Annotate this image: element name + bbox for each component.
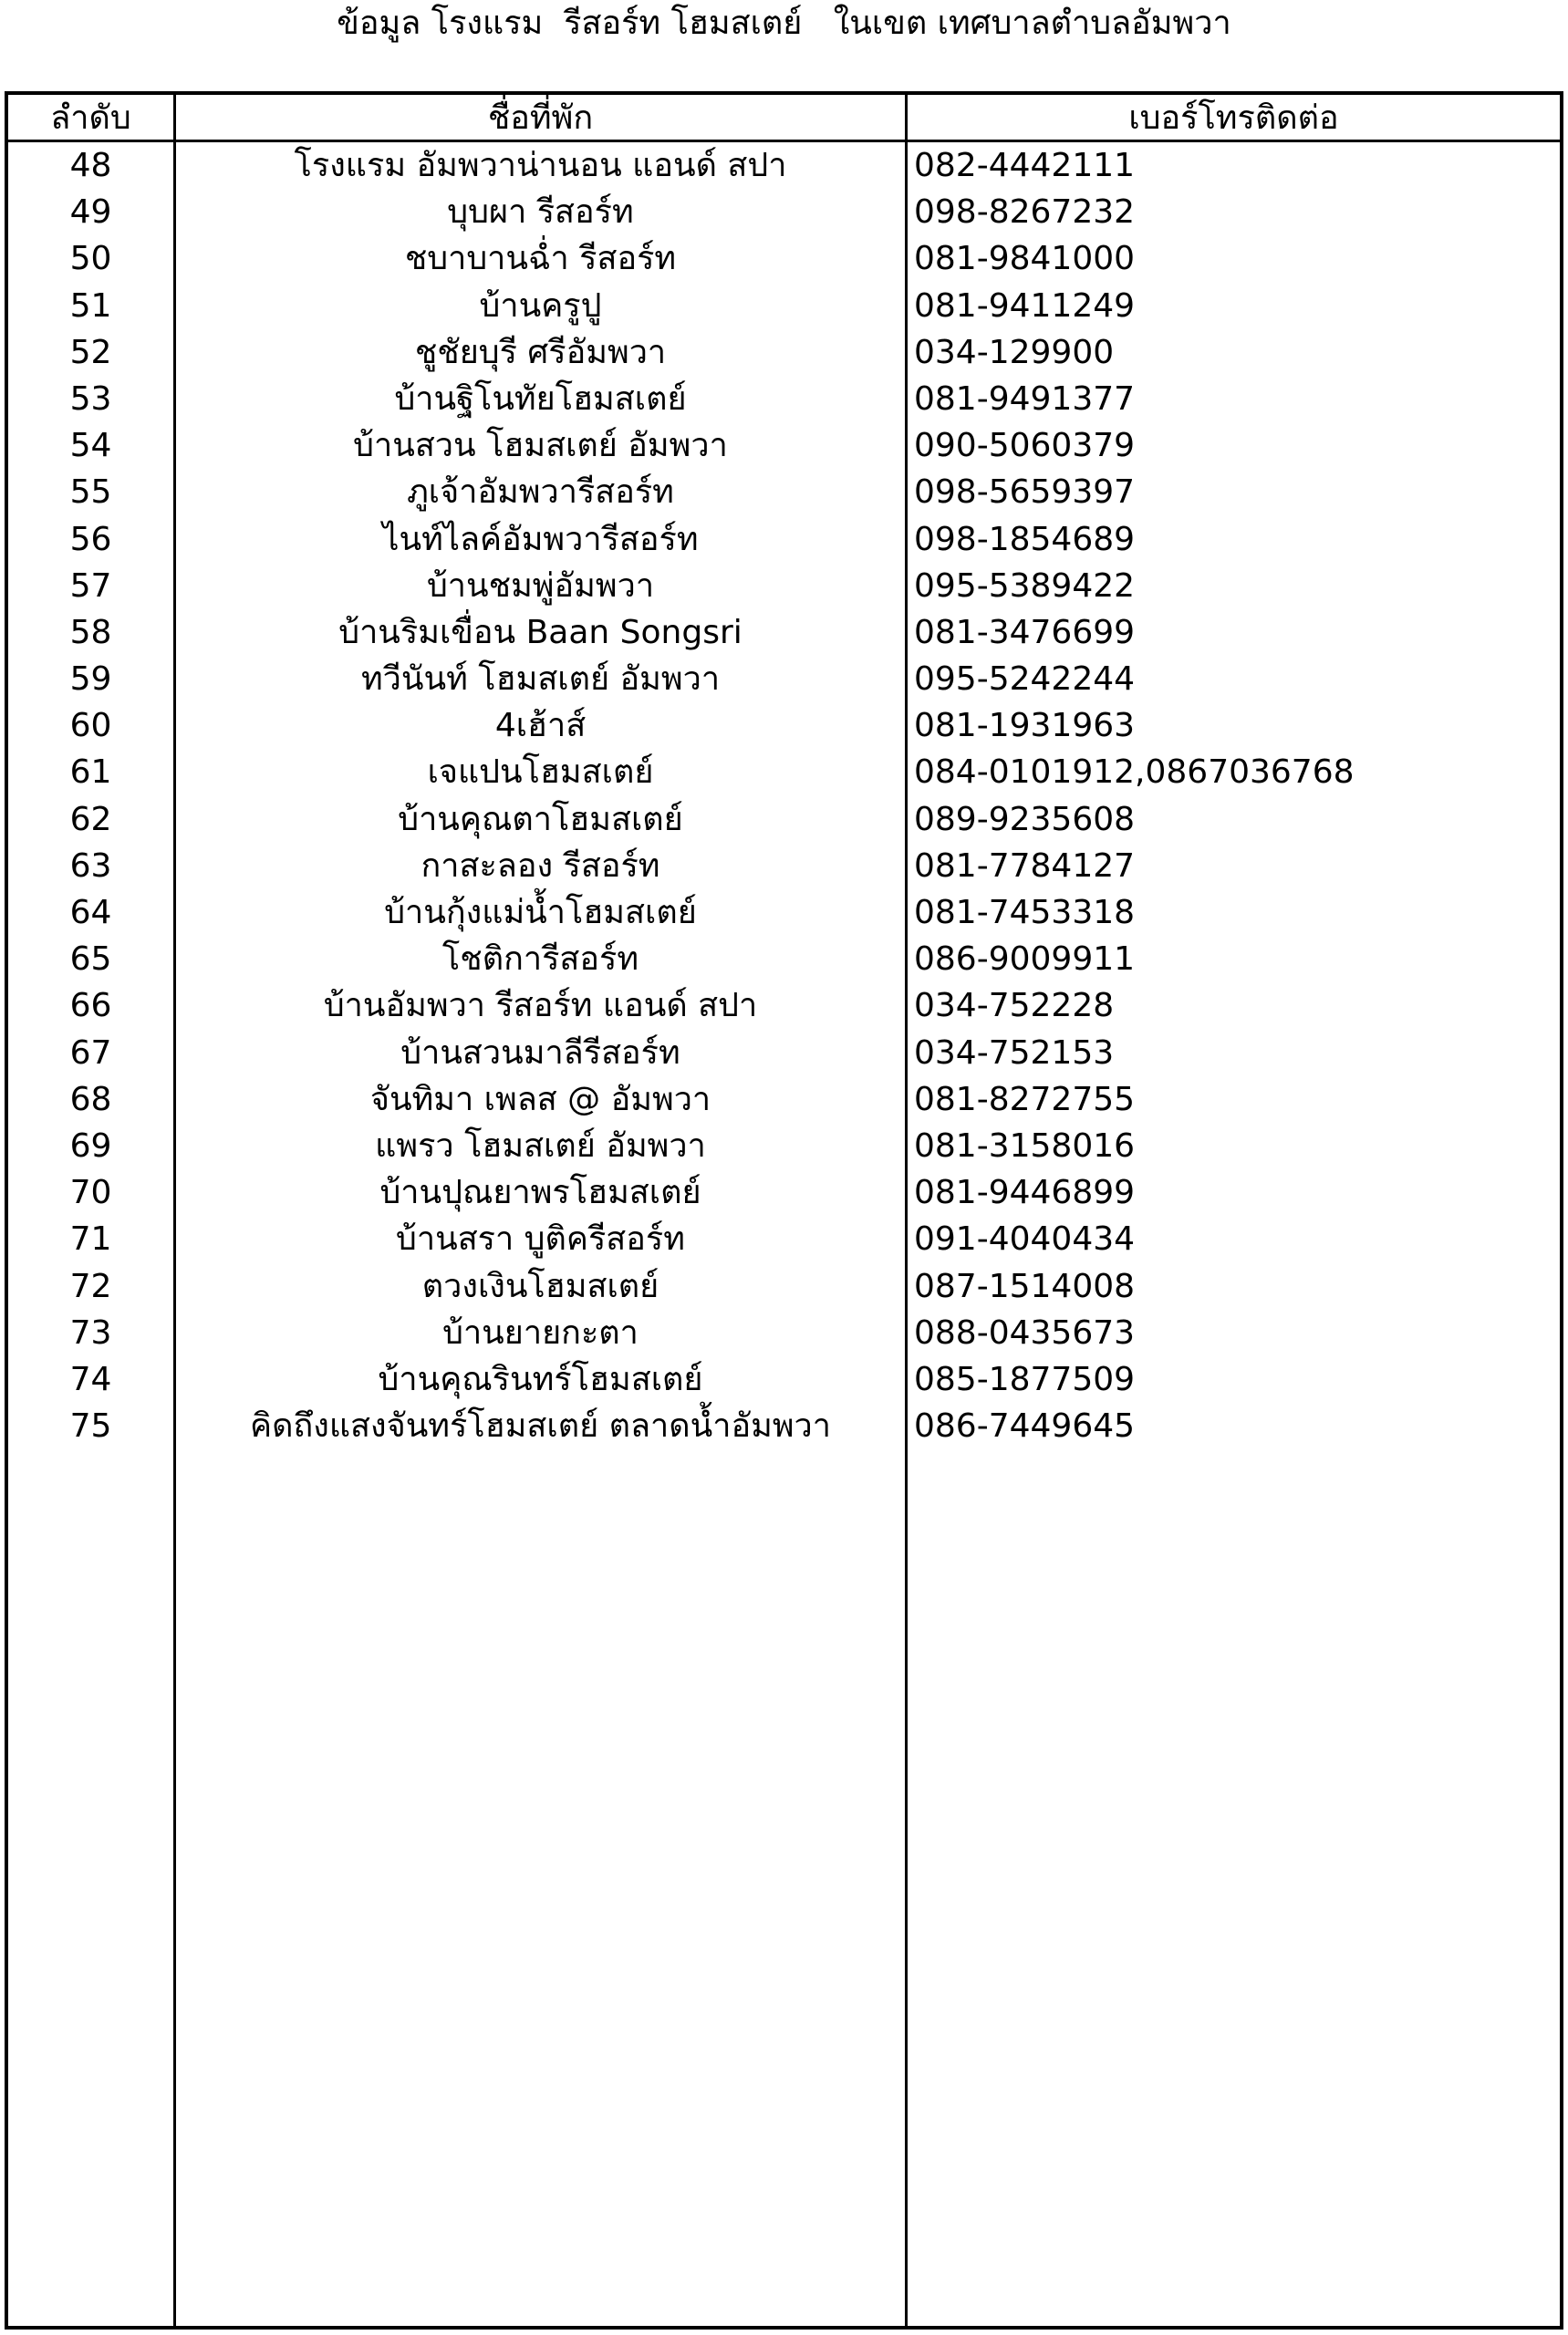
table-row [8, 1356, 1560, 1403]
table-row [8, 563, 1560, 609]
row-accommodation-name: โรงแรม อัมพวาน่านอน แอนด์ สปา [294, 147, 787, 184]
row-accommodation-name: คิดถึงแสงจันทร์โฮมสเตย์ ตลาดน้ำอัมพวา [250, 1407, 831, 1446]
row-accommodation-name: บ้านครูปู [479, 286, 602, 325]
row-order-number: 75 [69, 1407, 112, 1446]
row-phone-number: 081-3158016 [914, 1126, 1136, 1165]
row-accommodation-name: กาสะลอง รีสอร์ท [421, 846, 660, 885]
row-order-number: 55 [69, 473, 112, 512]
page-title: ข้อมูล โรงแรม รีสอร์ท โฮมสเตย์ ในเขต เทศบาลตำบลอัมพวา [337, 5, 1231, 42]
row-order-number: 65 [69, 940, 112, 979]
table-row [8, 469, 1560, 515]
row-order-number: 69 [69, 1126, 112, 1165]
row-order-number: 64 [69, 894, 112, 931]
row-accommodation-name: ชูชัยบุรี ศรีอัมพวา [414, 333, 667, 371]
table-row [8, 609, 1560, 656]
row-phone-number: 098-8267232 [914, 193, 1136, 232]
row-accommodation-name: บ้านริมเขื่อน Baan Songsri [338, 613, 742, 651]
row-phone-number: 081-9411249 [914, 286, 1136, 325]
table-row [8, 1169, 1560, 1216]
row-phone-number: 088-0435673 [914, 1313, 1136, 1352]
header-phone: เบอร์โทรติดต่อ [1128, 99, 1339, 137]
row-phone-number: 090-5060379 [914, 427, 1136, 465]
row-order-number: 57 [69, 566, 112, 605]
row-phone-number: 081-9491377 [914, 379, 1136, 418]
table-row [8, 889, 1560, 936]
row-phone-number: 095-5389422 [914, 566, 1136, 605]
row-accommodation-name: 4เฮ้าส์ [494, 707, 587, 745]
row-accommodation-name: บ้านปุณยาพรโฮมสเตย์ [379, 1174, 701, 1212]
row-phone-number: 034-129900 [914, 333, 1115, 371]
row-accommodation-name: ทวีนันท์ โฮมสเตย์ อัมพวา [360, 660, 721, 699]
row-accommodation-name: บ้านคุณตาโฮมสเตย์ [398, 800, 683, 838]
row-order-number: 61 [69, 753, 112, 792]
header-accommodation-name: ชื่อที่พัก [487, 99, 594, 137]
table-row [8, 656, 1560, 702]
row-order-number: 53 [69, 379, 112, 418]
table-row [8, 422, 1560, 469]
table-row [8, 1310, 1560, 1356]
row-order-number: 59 [69, 660, 112, 699]
table-row [8, 1216, 1560, 1262]
table-row [8, 516, 1560, 563]
row-accommodation-name: จันทิมา เพลส @ อัมพวา [369, 1080, 711, 1118]
row-phone-number: 086-9009911 [914, 940, 1136, 979]
row-order-number: 49 [69, 193, 112, 232]
row-order-number: 74 [69, 1360, 112, 1398]
row-phone-number: 081-7453318 [914, 894, 1136, 931]
row-accommodation-name: บ้านชมพู่อัมพวา [426, 566, 655, 605]
table-row [8, 702, 1560, 749]
row-phone-number: 098-5659397 [914, 473, 1136, 512]
row-order-number: 72 [69, 1267, 112, 1305]
row-order-number: 51 [69, 286, 112, 325]
row-accommodation-name: โชติการีสอร์ท [441, 940, 639, 979]
row-accommodation-name: ภูเจ้าอัมพวารีสอร์ท [407, 473, 674, 512]
row-accommodation-name: บ้านฐิโนทัยโฮมสเตย์ [394, 379, 687, 418]
row-order-number: 48 [69, 147, 112, 184]
row-phone-number: 087-1514008 [914, 1267, 1136, 1305]
row-order-number: 66 [69, 987, 112, 1025]
row-order-number: 71 [69, 1220, 112, 1259]
table-row [8, 1076, 1560, 1123]
row-accommodation-name: ไนท์ไลค์อัมพวารีสอร์ท [382, 520, 699, 558]
row-phone-number: 086-7449645 [914, 1407, 1136, 1446]
row-order-number: 52 [69, 333, 112, 371]
row-phone-number: 082-4442111 [914, 147, 1136, 184]
row-accommodation-name: บ้านอัมพวา รีสอร์ท แอนด์ สปา [323, 987, 758, 1025]
row-order-number: 70 [69, 1174, 112, 1212]
row-accommodation-name: บ้านสวนมาลีรีสอร์ท [400, 1033, 680, 1072]
row-phone-number: 081-9841000 [914, 240, 1136, 278]
row-phone-number: 081-3476699 [914, 613, 1136, 651]
row-order-number: 68 [69, 1080, 112, 1118]
row-accommodation-name: บุบผา รีสอร์ท [447, 193, 634, 232]
row-phone-number: 091-4040434 [914, 1220, 1136, 1259]
table-row [8, 982, 1560, 1029]
row-accommodation-name: เจแปนโฮมสเตย์ [427, 753, 654, 792]
table-row [8, 749, 1560, 795]
row-accommodation-name: ชบาบานฉ่ำ รีสอร์ท [404, 240, 677, 278]
table-row [8, 142, 1560, 189]
row-phone-number: 034-752228 [914, 987, 1115, 1025]
row-order-number: 60 [69, 707, 112, 745]
table-row [8, 235, 1560, 282]
table-row [8, 283, 1560, 329]
row-accommodation-name: แพรว โฮมสเตย์ อัมพวา [375, 1126, 706, 1165]
row-phone-number: 095-5242244 [914, 660, 1136, 699]
row-phone-number: 034-752153 [914, 1033, 1115, 1072]
row-order-number: 73 [69, 1313, 112, 1352]
row-order-number: 67 [69, 1033, 112, 1072]
table-row [8, 1263, 1560, 1310]
row-phone-number: 089-9235608 [914, 800, 1136, 838]
table-row [8, 936, 1560, 982]
row-accommodation-name: บ้านสวน โฮมสเตย์ อัมพวา [353, 427, 728, 465]
row-phone-number: 081-7784127 [914, 846, 1136, 885]
header-order: ลำดับ [50, 99, 131, 137]
row-phone-number: 084-0101912,0867036768 [914, 753, 1355, 792]
row-accommodation-name: บ้านยายกะตา [442, 1313, 639, 1352]
row-order-number: 50 [69, 240, 112, 278]
row-order-number: 63 [69, 846, 112, 885]
row-order-number: 54 [69, 427, 112, 465]
table-row [8, 1030, 1560, 1076]
table-row [8, 843, 1560, 889]
row-accommodation-name: บ้านกุ้งแม่น้ำโฮมสเตย์ [384, 894, 697, 931]
row-order-number: 58 [69, 613, 112, 651]
row-phone-number: 081-9446899 [914, 1174, 1136, 1212]
table-row [8, 376, 1560, 422]
row-phone-number: 081-1931963 [914, 707, 1136, 745]
table-row [8, 1403, 1560, 1449]
accommodation-table [5, 91, 1563, 2330]
table-row [8, 796, 1560, 843]
table-row [8, 329, 1560, 376]
row-accommodation-name: บ้านสรา บูติครีสอร์ท [396, 1220, 685, 1259]
row-phone-number: 081-8272755 [914, 1080, 1136, 1118]
row-phone-number: 085-1877509 [914, 1360, 1136, 1398]
table-row [8, 1123, 1560, 1169]
row-accommodation-name: บ้านคุณรินทร์โฮมสเตย์ [378, 1360, 703, 1398]
row-accommodation-name: ตวงเงินโฮมสเตย์ [421, 1267, 659, 1305]
row-order-number: 56 [69, 520, 112, 558]
row-order-number: 62 [69, 800, 112, 838]
row-phone-number: 098-1854689 [914, 520, 1136, 558]
table-row [8, 189, 1560, 235]
table-body [8, 142, 1560, 1449]
